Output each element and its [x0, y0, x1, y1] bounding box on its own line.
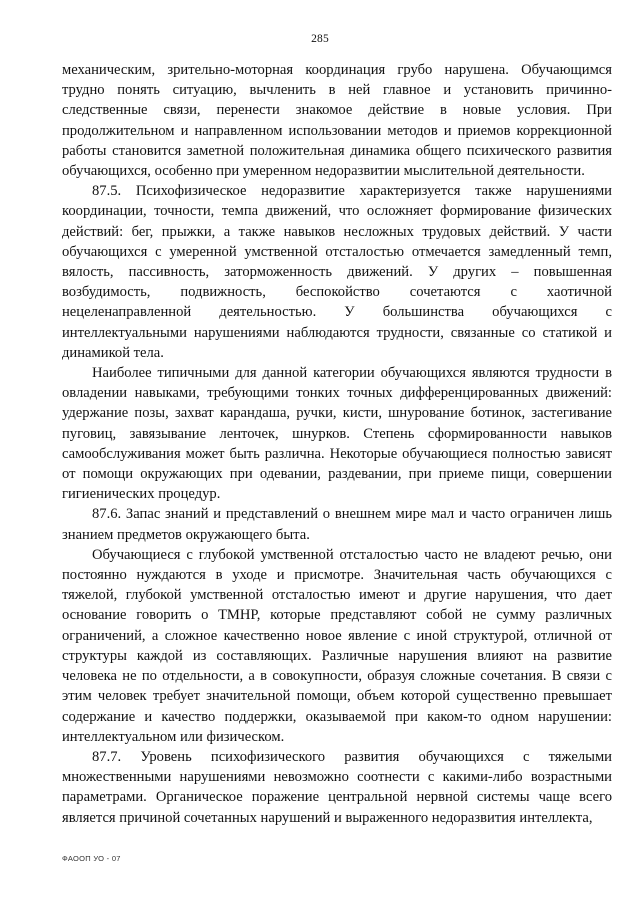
- paragraph-motor-skills: Наиболее типичными для данной категории обучающихся являются трудности в овладении навыками, требующими тонких точных дифференцированных движений: удержание позы, захват карандаша, ручки, кисти, шнурование ботинок, застегивание пуговиц, завязывание ленточек, шнурков. Степень сформированности навыков самообслуживания может быть различна. Некоторые обучающиеся полностью зависят от помощи окружающих при одевании, раздевании, при приеме пищи, совершении гигиенических процедур.: [62, 365, 612, 503]
- paragraph-profound-disability: Обучающиеся с глубокой умственной отсталостью часто не владеют речью, они постоянно нуждаются в уходе и присмотре. Значительная часть обучающихся с тяжелой, глубокой умственной отсталостью имеют и другие нарушения, что дает основание говорить о ТМНР, которые представляют собой не сумму различных ограничений, а сложное качественно новое явление с иной структурой, отличной от структуры каждой из составляющих. Различные нарушения влияют на развитие человека не по отдельности, а в совокупности, образуя сложные сочетания. В связи с этим человек требует значительной помощи, объем которой существенно превышает содержание и качество поддержки, оказываемой при каком-то одном нарушении: интеллектуальном или физическом.: [62, 546, 612, 745]
- paragraph-87-7: 87.7. Уровень психофизического развития обучающихся с тяжелыми множественными нарушениями невозможно соотнести с какими-либо возрастными параметрами. Органическое поражение центральной нервной системы чаще всего является причиной сочетанных нарушений и выраженного недоразвития интеллекта,: [62, 748, 612, 826]
- page-number: 285: [311, 33, 329, 45]
- footer-doc-code: ФАООП УО - 07: [62, 854, 121, 863]
- page-body: [62, 60, 612, 828]
- paragraph-87-6: 87.6. Запас знаний и представлений о внешнем мире мал и часто ограничен лишь знанием предметов окружающего быта.: [62, 506, 612, 543]
- paragraph-continuation: механическим, зрительно-моторная координация грубо нарушена. Обучающимся трудно понять ситуацию, вычленить в ней главное и установить причинно-следственные связи, перенести знакомое действие в новые условия. При продолжительном и направленном использовании методов и приемов коррекционной работы становится заметной положительная динамика общего психического развития обучающихся, особенно при умеренном недоразвитии мыслительной деятельности.: [62, 62, 612, 180]
- paragraph-87-5: 87.5. Психофизическое недоразвитие характеризуется также нарушениями координации, точности, темпа движений, что осложняет формирование физических действий: бег, прыжки, а также навыков несложных трудовых действий. У части обучающихся с умеренной умственной отсталостью отмечается замедленный темп, вялость, пассивность, заторможенность движений. У других – повышенная возбудимость, подвижность, беспокойство сочетаются с хаотичной нецеленаправленной деятельностью. У большинства обучающихся с интеллектуальными нарушениями наблюдаются трудности, связанные со статикой и динамикой тела.: [62, 183, 612, 361]
